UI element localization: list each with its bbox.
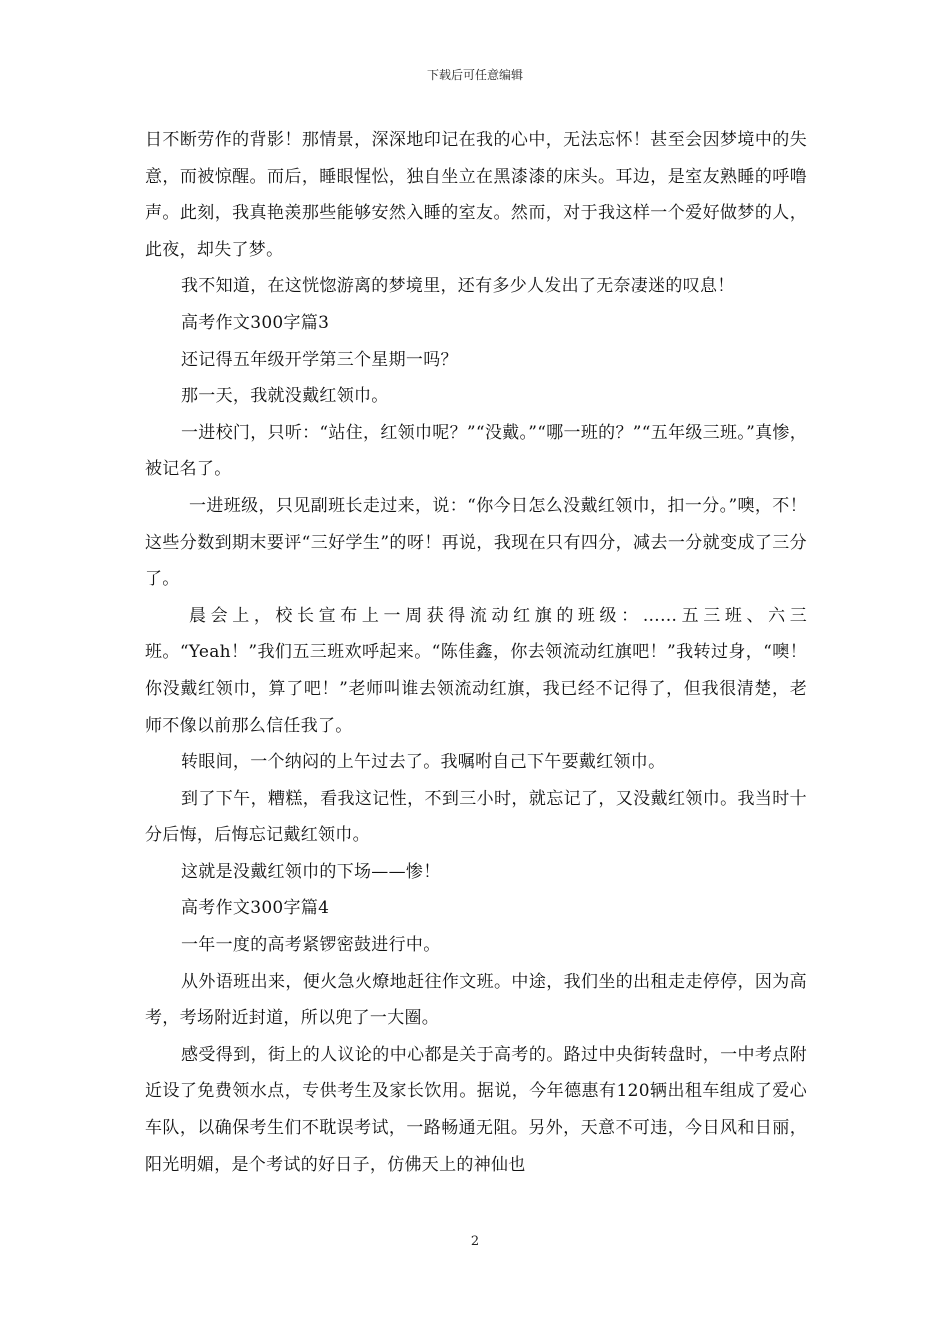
paragraph: 一进校门，只听：“站住，红领巾呢？”“没戴。”“哪一班的？”“五年级三班。”真惨，被记名了。: [145, 422, 807, 480]
paragraph: 我不知道，在这恍惚游离的梦境里，还有多少人发出了无奈凄迷的叹息！: [181, 276, 735, 297]
paragraph: 一进班级，只见副班长走过来，说：“你今日怎么没戴红领巾，扣一分。”噢，不！这些分数到期末要评“三好学生”的呀！再说，我现在只有四分，减去一分就变成了三分了。: [145, 495, 807, 590]
paragraph: 感受得到，街上的人议论的中心都是关于高考的。路过中央街转盘时，一中考点附近设了免费领水点，专供考生及家长饮用。据说，今年德惠有120辆出租车组成了爱心车队，以确保考生们不耽误考试，一路畅通无阻。另外，天意不可违，今日风和日丽，阳光明媚，是个考试的好日子，仿佛天上的神仙也: [145, 1044, 807, 1175]
paragraph: 这就是没戴红领巾的下场——惨！: [181, 861, 441, 882]
paragraph: 晨会上，校长宣布上一周获得流动红旗的班级：……五三班、六三班。“Yeah！”我们五三班欢呼起来。“陈佳鑫，你去领流动红旗吧！”我转过身，“噢！你没戴红领巾，算了吧！”老师叫谁去领流动红旗，我已经不记得了，但我很清楚，老师不像以前那么信任我了。: [145, 605, 807, 736]
paragraph: 高考作文300字篇4: [181, 898, 330, 919]
paragraph: 从外语班出来，便火急火燎地赶往作文班。中途，我们坐的出租走走停停，因为高考，考场附近封道，所以兜了一大圈。: [145, 971, 807, 1029]
paragraph: 到了下午，糟糕，看我这记性，不到三小时，就忘记了，又没戴红领巾。我当时十分后悔，后悔忘记戴红领巾。: [145, 788, 807, 846]
paragraph: 一年一度的高考紧锣密鼓进行中。: [181, 935, 441, 956]
paragraph: 高考作文300字篇3: [181, 312, 330, 333]
page-header: 下载后可任意编辑: [426, 68, 523, 82]
paragraph: 日不断劳作的背影！那情景，深深地印记在我的心中，无法忘怀！甚至会因梦境中的失意，而被惊醒。而后，睡眼惺忪，独自坐立在黑漆漆的床头。耳边，是室友熟睡的呼噜声。此刻，我真艳羡那些能够安然入睡的室友。然而，对于我这样一个爱好做梦的人，此夜，却失了梦。: [145, 130, 807, 260]
paragraph: 还记得五年级开学第三个星期一吗？: [181, 349, 458, 370]
document-body: [145, 122, 807, 1183]
paragraph: 那一天，我就没戴红领巾。: [181, 386, 389, 407]
paragraph: 转眼间，一个纳闷的上午过去了。我嘱咐自己下午要戴红领巾。: [181, 752, 666, 773]
page-number: 2: [470, 1234, 480, 1249]
